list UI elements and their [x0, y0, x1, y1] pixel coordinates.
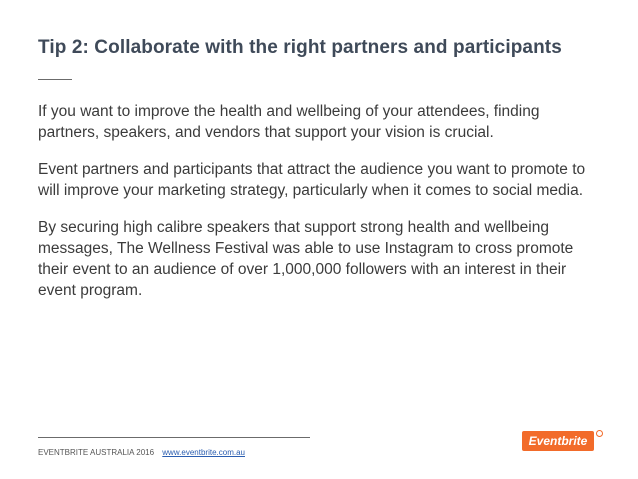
footer-org: EVENTBRITE AUSTRALIA 2016 — [38, 448, 155, 457]
paragraph: If you want to improve the health and wellbeing of your attendees, finding partners, speakers, and vendors that support your vision is crucial. — [38, 103, 540, 141]
footer-website-link[interactable]: www.eventbrite.com.au — [162, 448, 245, 457]
footer-divider — [38, 437, 310, 438]
logo-text: Eventbrite — [528, 434, 588, 448]
eventbrite-logo — [522, 431, 594, 451]
registered-mark-icon — [596, 430, 603, 437]
title-underline — [38, 79, 72, 80]
slide-title: Tip 2: Collaborate with the right partners and participants — [38, 37, 562, 58]
footer — [38, 448, 245, 457]
slide-body — [38, 101, 598, 317]
paragraph: Event partners and participants that attract the audience you want to promote to will improve your marketing strategy, particularly when it comes to social media. — [38, 161, 586, 199]
paragraph: By securing high calibre speakers that support strong health and wellbeing messages, The Wellness Festival was able to use Instagram to cross promote their event to an audience of over 1,000,000 followers with an interest in their event program. — [38, 219, 574, 299]
